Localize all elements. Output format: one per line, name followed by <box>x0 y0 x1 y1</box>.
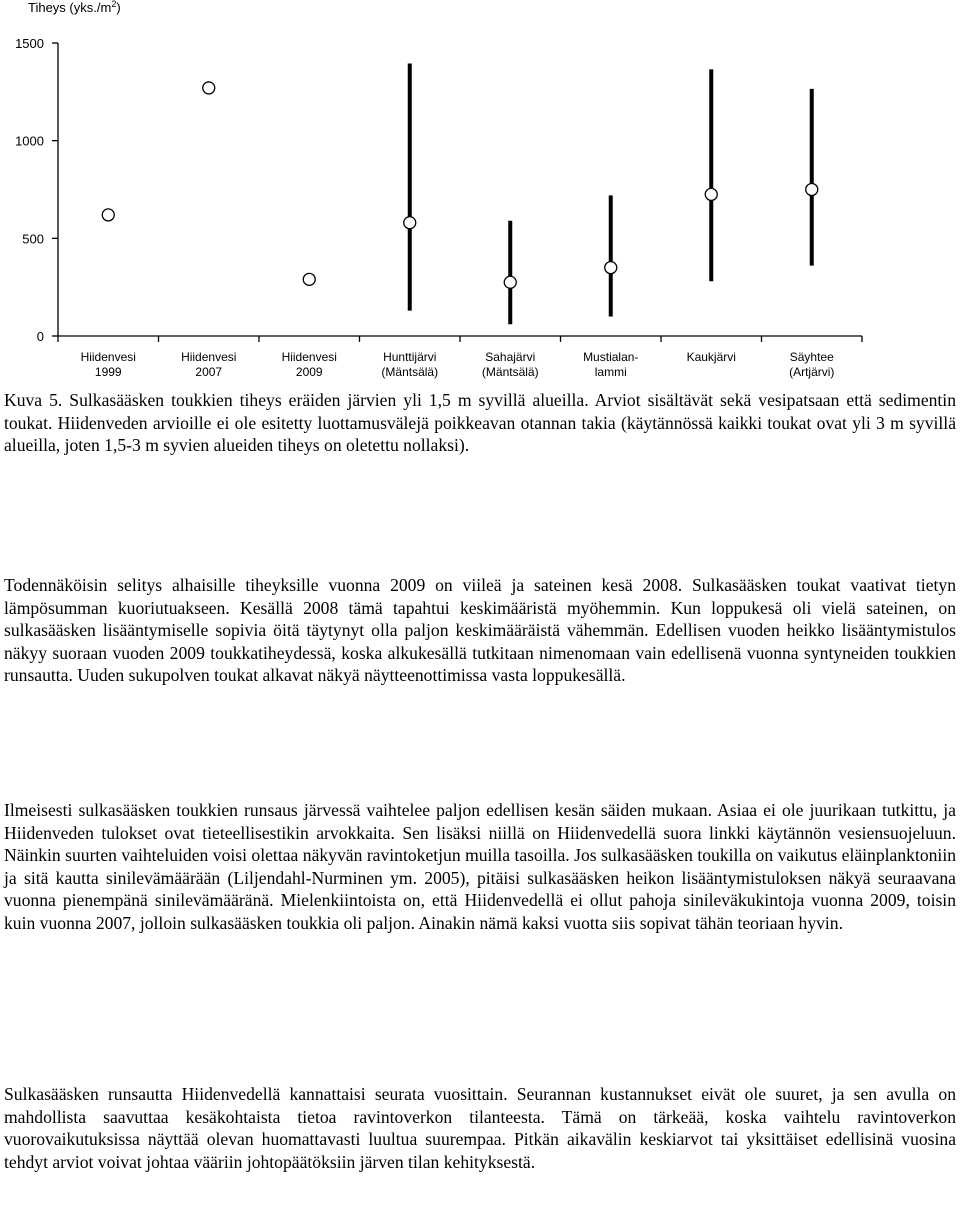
paragraph-2: Ilmeisesti sulkasääsken toukkien runsaus järvessä vaihtelee paljon edellisen kesän säiden mukaan. Asiaa ei ole juurikaan tutkittu, ja Hiidenveden tulokset ovat tieteellisestikin arvokkaita. Sen lisäksi niillä on Hiidenvedellä suora linkki käytännön vesiensuojeluun. Näinkin suurten vaihteluiden voisi olettaa näkyvän ravintoketjun muilla tasoilla. Jos sulkasääsken toukilla on vaikutus eläinplanktoniin ja sitä kautta sinilevämäärään (Liljendahl-Nurminen ym. 2005), pitäisi sulkasääsken heikon lisääntymistuloksen näkyä seuraavana vuonna pienempänä sinilevämääränä. Mielenkiintoista on, että Hiidenvedellä ei ollut pahoja sinileväkukintoja vuonna 2009, toisin kuin vuonna 2007, jolloin sulkasääsken toukkia oli paljon. Ainakin nämä kaksi vuotta siis sopivat tähän teoriaan hyvin. <box>4 800 956 933</box>
paragraph-1: Todennäköisin selitys alhaisille tiheyksille vuonna 2009 on viileä ja sateinen kesä 2008. Sulkasääsken toukat vaativat tietyn lämpösumman kuoriutuakseen. Kesällä 2008 tämä tapahtui keskimääristä myöhemmin. Kun loppukesä oli vielä sateinen, on sulkasääsken lisääntymiselle sopivia öitä täytynyt olla paljon keskimääräistä vähemmän. Edellisen vuoden heikko lisääntymistulos näkyy suoraan vuoden 2009 toukkatiheydessä, koska alkukesällä tutkitaan nimenomaan vain edellisenä vuonna syntyneiden toukkien runsautta. Uuden sukupolven toukat alkavat näkyä näytteenottimissa vasta loppukesällä. <box>4 575 956 686</box>
figure-caption: Kuva 5. Sulkasääsken toukkien tiheys eräiden järvien yli 1,5 m syvillä alueilla. Arviot sisältävät sekä vesipatsaan että sedimentin toukat. Hiidenveden arvioille ei ole esitetty luottamusvälejä poikkeavan otannan takia (käytännössä kaikki toukat ovat yli 3 m syvillä alueilla, joten 1,5-3 m syvien alueiden tiheys on oletettu nollaksi). <box>4 390 956 456</box>
data-point <box>504 276 516 288</box>
y-tick-label: 1500 <box>15 36 44 51</box>
x-tick-label: Mustialan-lammi <box>583 350 639 379</box>
data-point <box>806 184 818 196</box>
data-point <box>404 217 416 229</box>
y-ticks <box>15 36 58 344</box>
y-tick-label: 0 <box>36 329 44 344</box>
x-tick-label: Hunttijärvi (Mäntsälä) <box>381 350 439 379</box>
data-point <box>102 209 114 221</box>
y-axis-title: Tiheys $(yks./m^2)$ <box>28 0 121 15</box>
x-tick-label: Hiidenvesi 1999 <box>80 350 136 379</box>
error-bars <box>410 64 812 325</box>
data-point <box>303 273 315 285</box>
x-tick-label: Hiidenvesi 2009 <box>281 350 337 379</box>
x-ticks <box>58 336 862 342</box>
x-tick-label: Hiidenvesi 2007 <box>181 350 237 379</box>
y-tick-label: 1000 <box>15 133 44 149</box>
data-point <box>203 82 215 94</box>
x-tick-labels <box>81 350 835 379</box>
data-point <box>705 188 717 200</box>
paragraph-3: Sulkasääsken runsautta Hiidenvedellä kannattaisi seurata vuosittain. Seurannan kustannukset eivät ole suuret, ja sen avulla on mahdollista saavuttaa kesäkohtaista tietoa ravintoverkon tilanteesta. Tämä on tärkeää, koska vaihtelu ravintoverkon vuorovaikutuksissa näyttää olevan huomattavasti luultua suurempaa. Pitkän aikavälin keskiarvot tai yksittäiset edellisinä vuosina tehdyt arviot voivat johtaa vääriin johtopäätöksiin järven tilan kehityksestä. <box>4 1084 956 1172</box>
x-tick-label: Sahajärvi (Mäntsälä) <box>481 350 539 379</box>
y-tick-label: 500 <box>22 231 44 247</box>
density-chart <box>0 0 960 385</box>
data-point <box>605 262 617 274</box>
x-tick-label: Säyhtee (Artjärvi) <box>789 350 835 379</box>
x-tick-label: Kaukjärvi <box>686 350 736 364</box>
